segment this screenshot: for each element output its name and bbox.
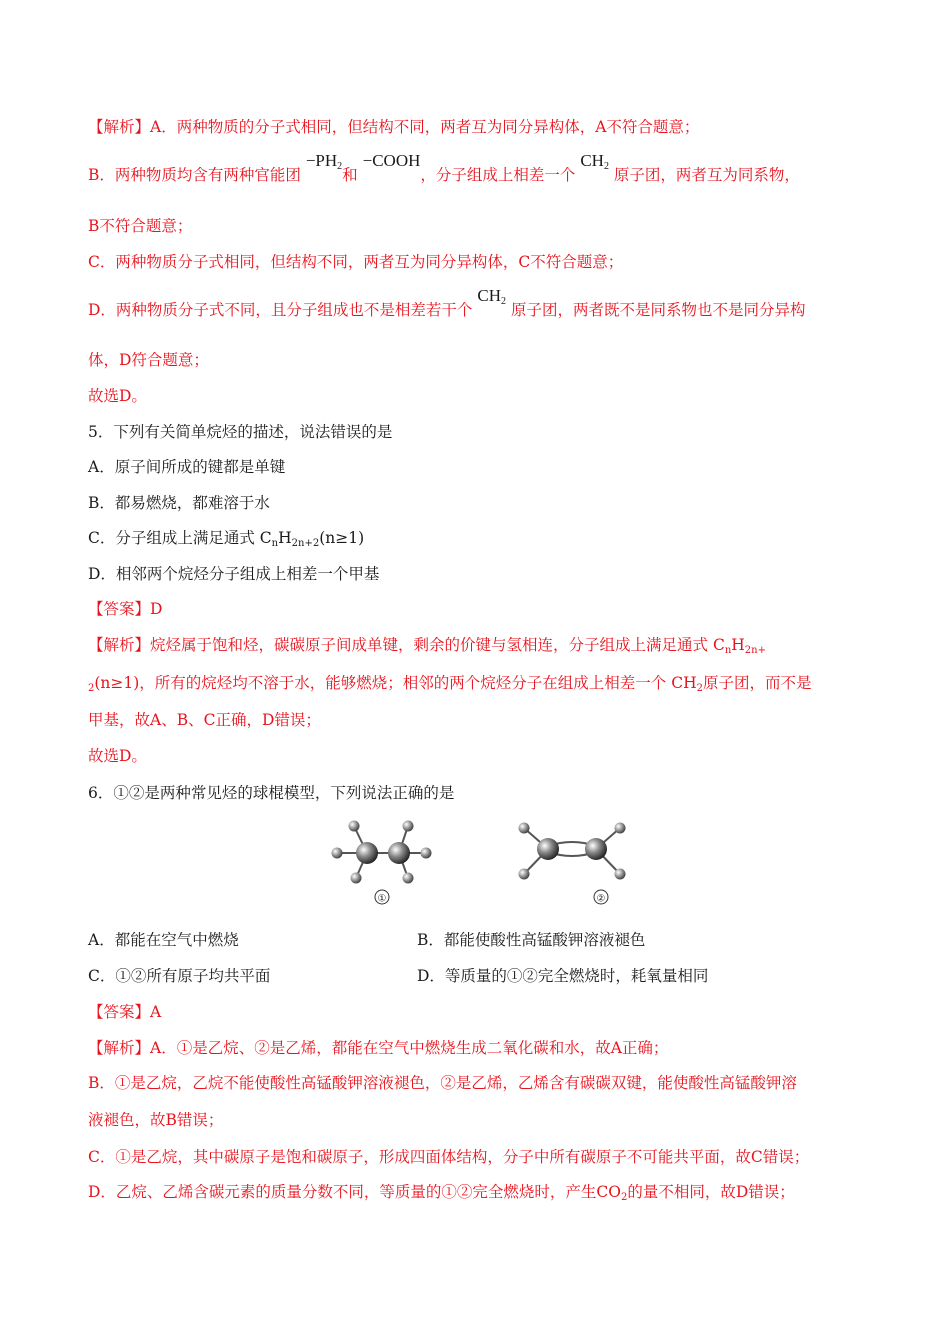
formula-ch2 bbox=[580, 151, 609, 170]
analysis-label: 【解析】 bbox=[88, 636, 151, 654]
analysis-text: 原子团，两者既不是同系物也不是同分异构 bbox=[510, 301, 806, 319]
q5-answer bbox=[88, 598, 890, 620]
q6-analysis-c: C．①是乙烷，其中碳原子是饱和碳原子，形成四面体结构，分子中所有碳原子不可能共平面，故C错误； bbox=[88, 1148, 810, 1166]
q5-analysis-1 bbox=[88, 634, 890, 656]
formula-sub: n bbox=[724, 645, 732, 656]
q6-analysis-b2: 液褪色，故B错误； bbox=[88, 1111, 224, 1129]
formula-sub: 2 bbox=[337, 161, 343, 172]
q4-choose: 故选D。 bbox=[88, 387, 147, 405]
formula-text: CH bbox=[477, 286, 501, 305]
q6-analysis-b1: B．①是乙烷，乙烷不能使酸性高锰酸钾溶液褪色，②是乙烯，乙烯含有碳碳双键，能使酸性高锰酸钾溶 bbox=[88, 1074, 797, 1092]
q6-analysis-a bbox=[88, 1037, 890, 1059]
q6-option-c: C．①②所有原子均共平面 bbox=[88, 967, 271, 985]
q6-option-a: A．都能在空气中燃烧 bbox=[88, 931, 239, 949]
q5-stem: 5．下列有关简单烷烃的描述，说法错误的是 bbox=[88, 423, 393, 441]
formula-sub: 2 bbox=[696, 683, 703, 694]
analysis-text: 和 bbox=[342, 166, 358, 184]
formula-ch2 bbox=[477, 286, 506, 305]
analysis-label: 【解析】 bbox=[88, 1039, 151, 1057]
analysis-text: 烷烃属于饱和烃，碳碳原子间成单键，剩余的价键与氢相连，分子组成上满足通式 C bbox=[150, 636, 725, 654]
answer-value: A bbox=[150, 1003, 162, 1021]
ethane-model bbox=[332, 821, 432, 905]
q4-analysis-d-cont: 体，D符合题意； bbox=[88, 351, 209, 369]
q4-analysis-b-cont: B不符合题意； bbox=[88, 217, 193, 235]
formula-sub: 2 bbox=[603, 161, 609, 172]
q6-option-b: B．都能使酸性高锰酸钾溶液褪色 bbox=[417, 931, 646, 949]
fig2-label: ② bbox=[596, 893, 606, 905]
formula-ph2 bbox=[306, 151, 342, 170]
analysis-text: D．两种物质分子式不同，且分子组成也不是相差若干个 bbox=[88, 301, 473, 319]
formula-sub: 2 bbox=[501, 296, 506, 307]
analysis-text: A．两种物质的分子式相同，但结构不同，两者互为同分异构体，A不符合题意； bbox=[150, 118, 700, 136]
analysis-text: A．①是乙烷、②是乙烯，都能在空气中燃烧生成二氧化碳和水，故A正确； bbox=[150, 1039, 669, 1057]
q4-analysis-a bbox=[88, 116, 890, 138]
fig1-label: ① bbox=[377, 893, 387, 905]
q5-analysis-3: 甲基，故A、B、C正确，D错误； bbox=[88, 711, 321, 729]
q5-option-d: D．相邻两个烷烃分子组成上相差一个甲基 bbox=[88, 565, 380, 583]
option-text: C．分子组成上满足通式 C bbox=[88, 529, 272, 547]
q4-analysis-d bbox=[88, 286, 890, 321]
q5-option-c bbox=[88, 527, 890, 549]
answer-label: 【答案】 bbox=[88, 1003, 151, 1021]
analysis-text: D．乙烷、乙烯含碳元素的质量分数不同，等质量的①②完全燃烧时，产生CO bbox=[88, 1183, 621, 1201]
formula-cooh: −COOH bbox=[362, 151, 421, 170]
q6-stem: 6．①②是两种常见烃的球棍模型，下列说法正确的是 bbox=[88, 784, 455, 802]
option-text: H bbox=[278, 529, 292, 547]
analysis-text: B．两种物质均含有两种官能团 bbox=[88, 166, 301, 184]
formula-sub: n bbox=[271, 538, 279, 549]
q5-choose: 故选D。 bbox=[88, 747, 147, 765]
analysis-text: 的量不相同，故D错误； bbox=[627, 1183, 795, 1201]
analysis-text: H bbox=[731, 636, 745, 654]
analysis-label: 【解析】 bbox=[88, 118, 151, 136]
ethylene-model bbox=[519, 823, 626, 905]
formula-text: CH bbox=[580, 151, 604, 170]
q4-analysis-b bbox=[88, 151, 890, 186]
analysis-text: (n≥1)，所有的烷烃均不溶于水，能够燃烧；相邻的两个烷烃分子在组成上相差一个 CH bbox=[94, 674, 697, 692]
q6-option-d: D．等质量的①②完全燃烧时，耗氧量相同 bbox=[417, 967, 709, 985]
q4-analysis-c: C．两种物质分子式相同，但结构不同，两者互为同分异构体，C不符合题意； bbox=[88, 253, 624, 271]
analysis-text: ，分子组成上相差一个 bbox=[420, 166, 576, 184]
q5-option-b: B．都易燃烧，都难溶于水 bbox=[88, 494, 270, 512]
q6-answer bbox=[88, 1001, 890, 1023]
formula-sub: 2n+ bbox=[744, 645, 766, 656]
formula-sub: 2 bbox=[88, 683, 95, 694]
formula-text: −PH bbox=[305, 151, 338, 170]
analysis-text: 原子团，而不是 bbox=[702, 674, 812, 692]
q5-analysis-2 bbox=[88, 672, 890, 694]
answer-value: D bbox=[150, 600, 163, 618]
answer-label: 【答案】 bbox=[88, 600, 151, 618]
formula-sub: 2n+2 bbox=[291, 538, 320, 549]
ball-stick-models bbox=[320, 812, 640, 912]
q5-option-a: A．原子间所成的键都是单键 bbox=[88, 458, 286, 476]
analysis-text: 原子团，两者互为同系物， bbox=[613, 166, 800, 184]
q6-analysis-d bbox=[88, 1181, 890, 1203]
formula-sub: 2 bbox=[621, 1192, 628, 1203]
option-text: (n≥1) bbox=[319, 529, 365, 547]
